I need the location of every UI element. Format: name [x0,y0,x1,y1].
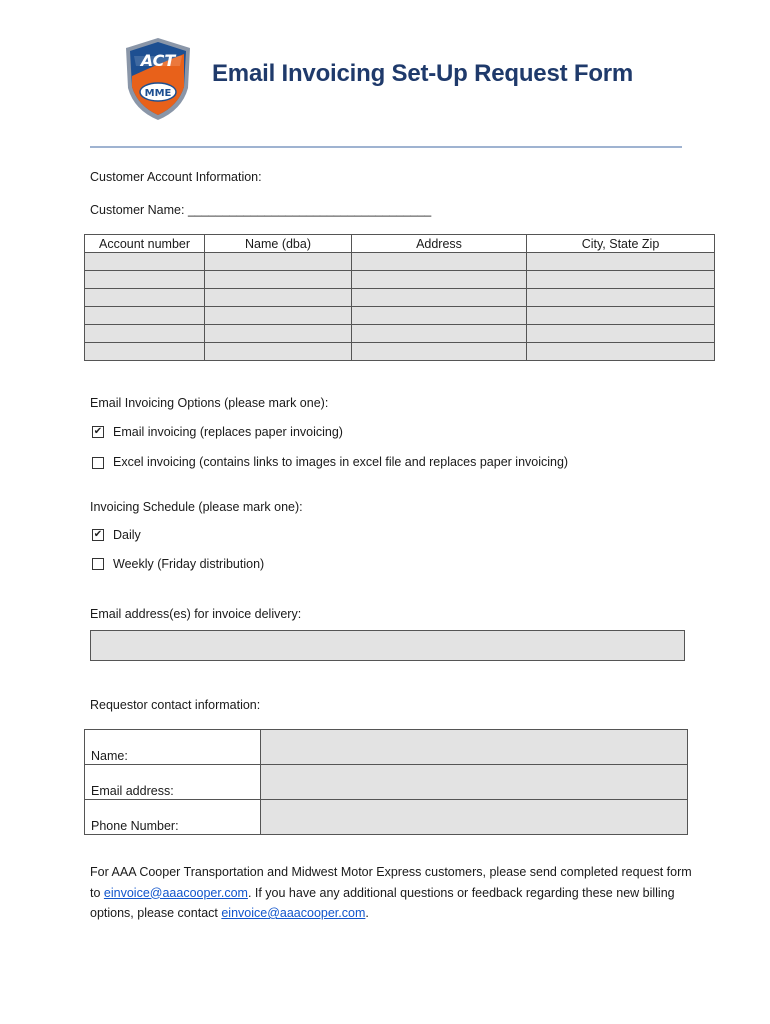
accounts-table [84,234,715,361]
table-row [85,325,715,343]
table-row [85,307,715,325]
footer-text-1: For AAA Cooper Transportation and Midwest Motor Express customers, please send completed request form to [90,865,692,900]
customer-section-label: Customer Account Information: [90,170,262,184]
address-cell[interactable] [352,325,527,343]
address-cell[interactable] [352,289,527,307]
name-dba-cell[interactable] [205,307,352,325]
excel-invoicing-checkbox[interactable] [92,457,104,469]
daily-checkbox[interactable]: ✔ [93,529,103,540]
weekly-label: Weekly (Friday distribution) [113,557,265,571]
footer-text-3: . [365,906,369,920]
excel-invoicing-label: Excel invoicing (contains links to images in excel file and replaces paper invoicing) [113,455,569,469]
city-state-zip-cell[interactable] [527,343,715,361]
name-dba-cell[interactable] [205,271,352,289]
city-state-zip-cell[interactable] [527,253,715,271]
daily-label: Daily [113,528,141,542]
table-row [85,730,688,765]
delivery-email-field[interactable] [90,630,685,661]
title-divider [90,146,682,148]
requestor-phone-field[interactable] [261,800,688,835]
name-dba-cell[interactable] [205,253,352,271]
table-row [85,271,715,289]
account-number-cell[interactable] [85,325,205,343]
table-row [85,765,688,800]
city-state-zip-cell[interactable] [527,271,715,289]
footer-instructions [90,862,700,924]
header-city-state-zip: City, State Zip [527,235,715,253]
requestor-name-field[interactable] [261,730,688,765]
requestor-label: Requestor contact information: [90,698,261,712]
header-account-number: Account number [85,235,205,253]
requestor-table [84,729,688,835]
email-invoicing-label: Email invoicing (replaces paper invoicing) [113,425,343,439]
weekly-checkbox[interactable] [92,558,104,570]
name-dba-cell[interactable] [205,343,352,361]
table-row [85,253,715,271]
name-dba-cell[interactable] [205,289,352,307]
address-cell[interactable] [352,307,527,325]
account-number-cell[interactable] [85,271,205,289]
address-cell[interactable] [352,253,527,271]
table-row [85,289,715,307]
customer-name-field[interactable]: Customer Name: ___________________________________ [90,203,432,217]
company-logo [122,36,194,122]
table-row [85,800,688,835]
feedback-email-link[interactable]: einvoice@aaacooper.com [221,906,366,920]
header-address: Address [352,235,527,253]
requestor-name-label: Name: [85,730,261,765]
name-dba-cell[interactable] [205,325,352,343]
table-row [85,343,715,361]
logo-text-bottom: MME [144,88,172,99]
city-state-zip-cell[interactable] [527,307,715,325]
account-number-cell[interactable] [85,343,205,361]
email-invoicing-checkbox[interactable]: ✔ [93,426,103,437]
requestor-phone-label: Phone Number: [85,800,261,835]
invoicing-options-label: Email Invoicing Options (please mark one): [90,396,329,410]
address-cell[interactable] [352,343,527,361]
schedule-label: Invoicing Schedule (please mark one): [90,500,303,514]
logo-text-top: ACT [140,51,176,70]
requestor-email-field[interactable] [261,765,688,800]
city-state-zip-cell[interactable] [527,325,715,343]
header-name-dba: Name (dba) [205,235,352,253]
account-number-cell[interactable] [85,253,205,271]
accounts-table-header [85,235,715,253]
contact-email-link[interactable]: einvoice@aaacooper.com [103,885,248,900]
delivery-email-label: Email address(es) for invoice delivery: [90,607,302,621]
account-number-cell[interactable] [85,307,205,325]
requestor-email-label: Email address: [85,765,261,800]
address-cell[interactable] [352,271,527,289]
account-number-cell[interactable] [85,289,205,307]
footer-text-2: . If you have any additional questions or feedback regarding these new billing options, please contact [90,885,675,920]
page-title: Email Invoicing Set-Up Request Form [212,60,634,87]
city-state-zip-cell[interactable] [527,289,715,307]
